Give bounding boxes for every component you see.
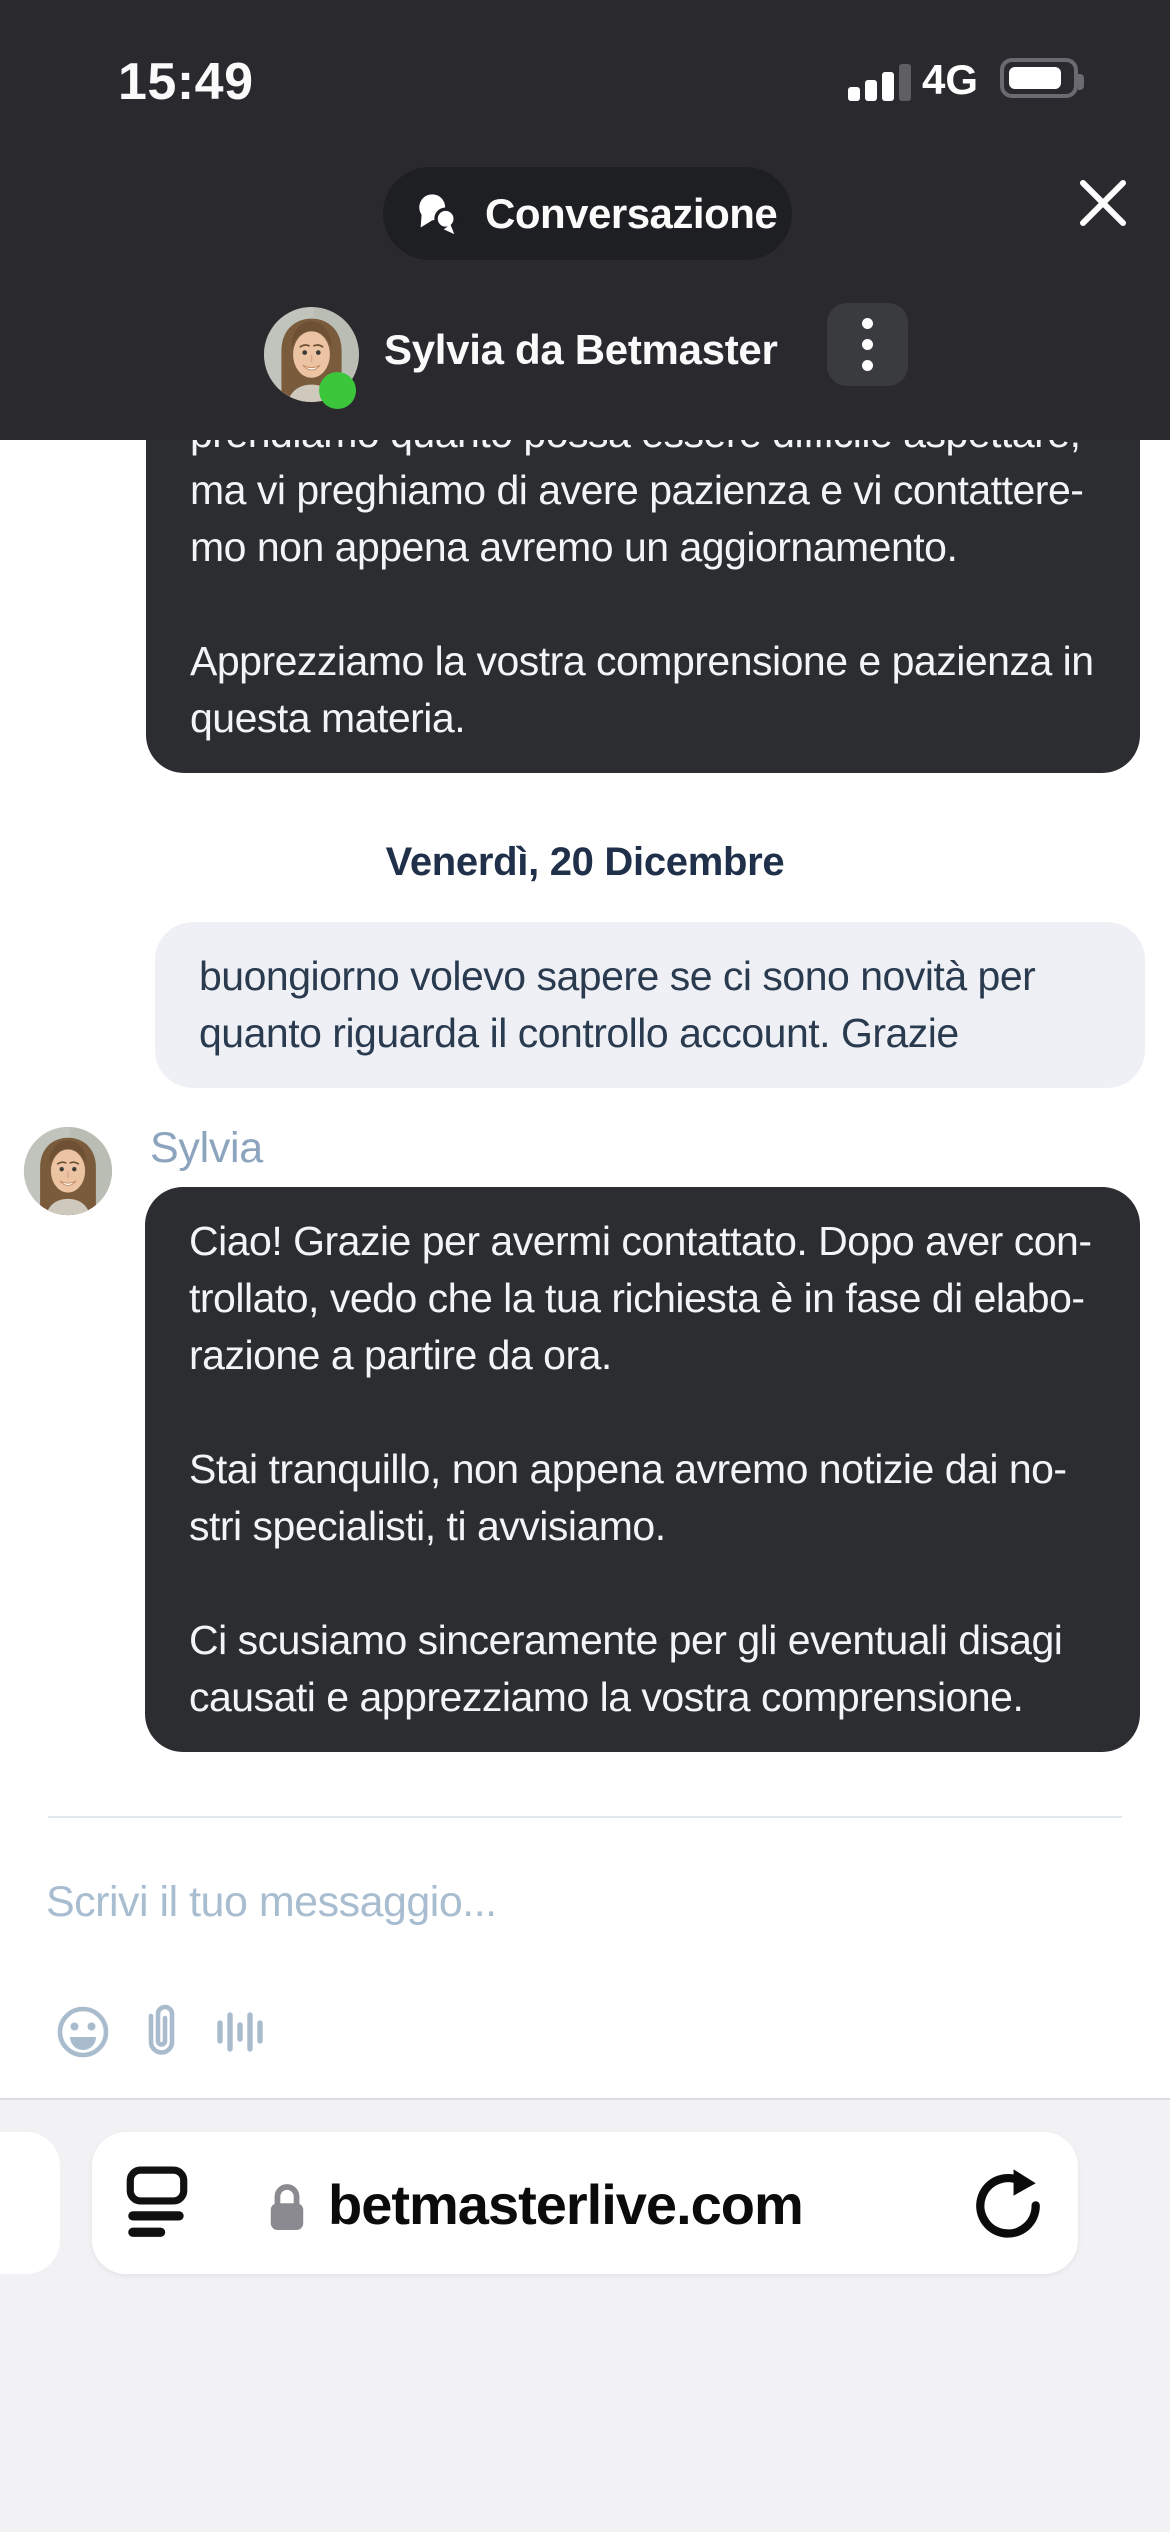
- battery-nub: [1078, 74, 1084, 90]
- message-line: stri specialisti, ti avvisiamo.: [189, 1503, 666, 1549]
- message-line: trollato, vedo che la tua richiesta è in fase di elabo-: [189, 1275, 1085, 1321]
- message-line: [189, 1384, 1096, 1441]
- adjacent-tab-edge[interactable]: [0, 2132, 60, 2274]
- message-line: [190, 576, 1096, 633]
- online-status-dot: [319, 372, 356, 409]
- chat-bubbles-icon: [413, 190, 461, 238]
- address-bar[interactable]: [92, 2132, 1078, 2274]
- agent-sender-label: Sylvia: [150, 1124, 263, 1172]
- lock-icon: [266, 2180, 308, 2236]
- network-type-label: 4G: [922, 56, 979, 103]
- attachment-icon[interactable]: [134, 2004, 190, 2060]
- battery-icon: [1000, 58, 1078, 98]
- cellular-signal-icon: [848, 60, 912, 102]
- composer-divider: [48, 1816, 1122, 1818]
- message-input[interactable]: Scrivi il tuo messaggio...: [46, 1878, 497, 1926]
- message-line: quanto riguarda il controllo account. Grazie: [199, 1010, 959, 1056]
- emoji-icon[interactable]: [55, 2004, 111, 2060]
- date-divider: Venerdì, 20 Dicembre: [385, 840, 785, 884]
- battery-fill: [1009, 67, 1061, 89]
- message-line: Stai tranquillo, non appena avremo notizie dai no-: [189, 1446, 1067, 1492]
- conversation-pill-label: Conversazione: [485, 189, 778, 237]
- status-time: 15:49: [118, 53, 254, 111]
- page-layout-icon[interactable]: [126, 2166, 188, 2240]
- agent-avatar-small: [23, 1126, 113, 1216]
- url-text: betmasterlive.com: [328, 2173, 803, 2236]
- message-line: ma vi preghiamo di avere pazienza e vi contattere-: [190, 467, 1084, 513]
- conversation-pill[interactable]: [383, 167, 792, 260]
- user-message-bubble: [155, 922, 1145, 1088]
- message-line: Apprezziamo la vostra comprensione e pazienza in: [190, 638, 1094, 684]
- message-line: [189, 1555, 1096, 1612]
- close-icon[interactable]: [1076, 176, 1130, 230]
- safari-bottom-bar: [0, 2098, 1170, 2532]
- message-line: buongiorno volevo sapere se ci sono novità per: [199, 953, 1036, 999]
- agent-message-bubble: [145, 1187, 1140, 1752]
- message-line: causati e apprezziamo la vostra comprensione.: [189, 1674, 1024, 1720]
- message-line: questa materia.: [190, 695, 466, 741]
- message-line: Ciao! Grazie per avermi contattato. Dopo aver con-: [189, 1218, 1092, 1264]
- agent-name: Sylvia da Betmaster: [384, 326, 778, 373]
- voice-message-icon[interactable]: [212, 2004, 268, 2060]
- message-line: Ci scusiamo sinceramente per gli eventuali disagi: [189, 1617, 1063, 1663]
- message-line: mo non appena avremo un aggiornamento.: [190, 524, 958, 570]
- chat-header: [0, 0, 1170, 440]
- message-line: razione a partire da ora.: [189, 1332, 612, 1378]
- kebab-menu-button[interactable]: [827, 303, 908, 386]
- reload-icon[interactable]: [972, 2166, 1044, 2242]
